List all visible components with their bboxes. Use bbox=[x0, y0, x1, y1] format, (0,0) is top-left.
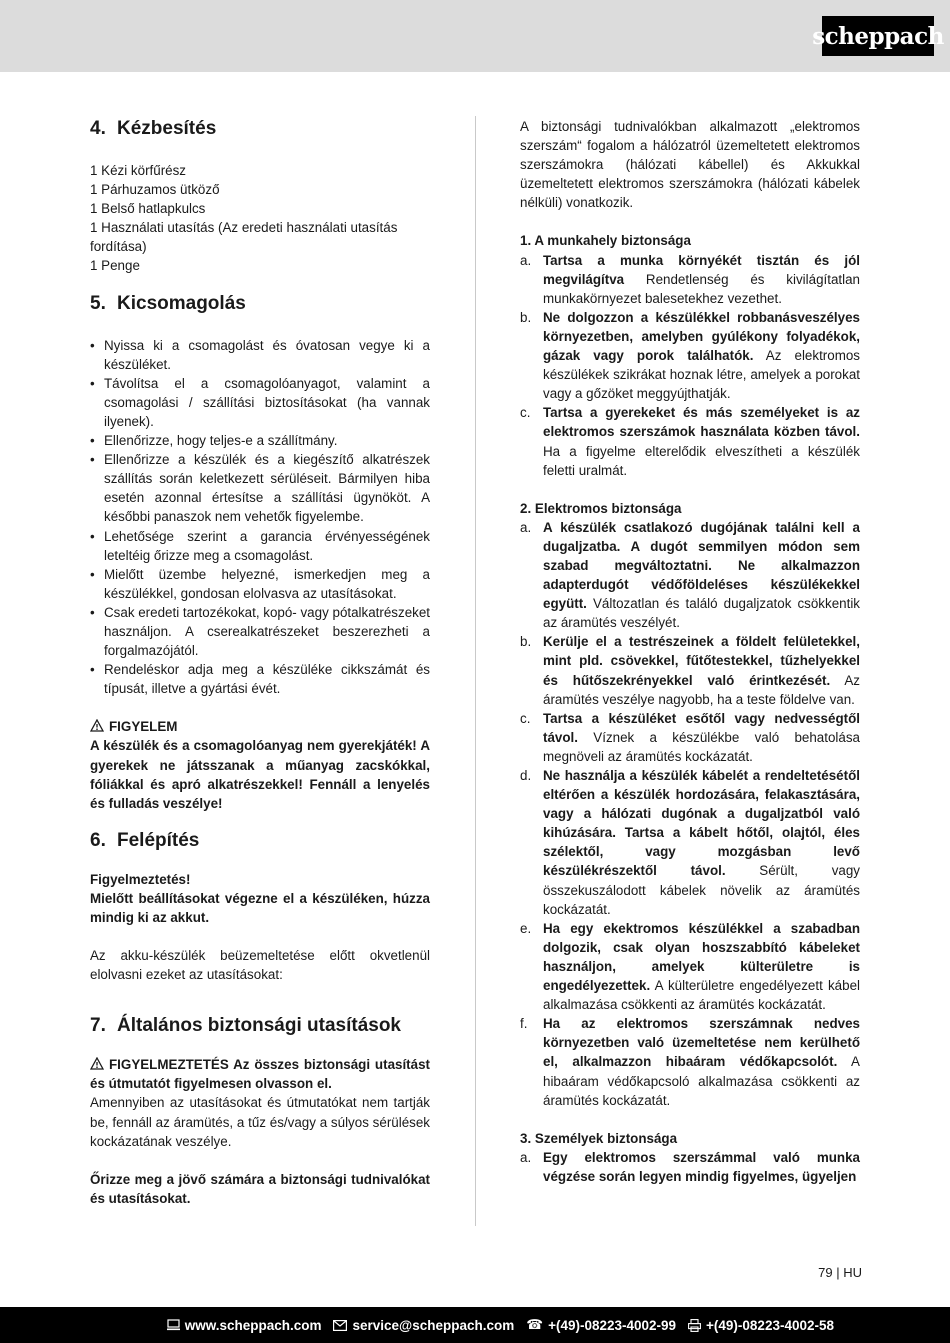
footer-email[interactable]: service@scheppach.com bbox=[333, 1318, 514, 1333]
header-bar bbox=[0, 0, 950, 72]
left-column bbox=[90, 117, 430, 1208]
section-4-heading: 4. Kézbesítés bbox=[90, 118, 217, 139]
list-item: • Mielőtt üzembe helyezné, ismerkedjen meg a készülékkel, gondosan elolvasva az utasításokat. bbox=[90, 566, 430, 601]
note-heading: Figyelmeztetés! bbox=[90, 871, 191, 887]
list-item: • Rendeléskor adja meg a készüléke cikkszámát és típusát, illetve a gyártási évét. bbox=[90, 662, 430, 697]
safety-warning-text: Amennyiben az utasításokat és útmutatókat nem tartják be, fennáll az áramütés, a tűz és/vagy a súlyos sérülések kockázatának veszélye. bbox=[90, 1095, 430, 1149]
delivery-item: 1 Párhuzamos ütköző bbox=[90, 182, 220, 198]
list-item: b. Kerülje el a testrészeinek a földelt felületekkel, mint pld. csövekkel, fűtőtestekkel, tűzhelyekkel és hűtőszekrényekkel való érintkezését. Az áramütés veszélye nagyobb, ha a teste földelve van. bbox=[520, 634, 861, 707]
body-text: Az akku-készülék beüzemeltetése előtt okvetlenül elolvasni ezeket az utasításokat: bbox=[90, 948, 430, 983]
list-item: a. Tartsa a munka környékét tisztán és jól megvilágítva Rendetlenség és kivilágítatlan munkakörnyezet balesetekhez vezethet. bbox=[520, 252, 860, 306]
subsection-2-heading: 2. Elektromos biztonsága bbox=[520, 500, 682, 516]
phone-icon: ☎ bbox=[526, 1317, 544, 1332]
section-5-heading: 5. Kicsomagolás bbox=[90, 292, 246, 314]
mail-icon bbox=[333, 1320, 347, 1331]
warning-heading: FIGYELEM bbox=[90, 717, 430, 736]
delivery-item: 1 Belső hatlapkulcs bbox=[90, 201, 206, 217]
keep-instructions-text: Őrizze meg a jövő számára a biztonsági tudnivalókat és utasításokat. bbox=[90, 1171, 430, 1206]
unpacking-list bbox=[90, 336, 430, 699]
subsection-3-heading: 3. Személyek biztonsága bbox=[520, 1130, 678, 1146]
personal-safety-list bbox=[520, 1148, 860, 1186]
fax-icon bbox=[688, 1319, 701, 1332]
list-item: • Ellenőrizze, hogy teljes-e a szállítmány. bbox=[90, 433, 338, 449]
list-item: • Csak eredeti tartozékokat, kopó- vagy pótalkatrészeket használjon. A cserealkatrészeket beszerezheti a forgalmazójától. bbox=[90, 604, 431, 659]
intro-text: A biztonsági tudnivalókban alkalmazott „elektromos szerszám“ fogalom a hálózatról üzemeltetett elektromos szerszámokra (hálózati kábellel) és Akkukkal üzemeltetett elektromos szerszámokra (hálózati kábelek nélküli) vonatkozik. bbox=[520, 119, 860, 211]
section-7-heading: 7. Általános biztonsági utasítások bbox=[90, 1015, 401, 1037]
delivery-item: 1 Kézi körfűrész bbox=[90, 163, 187, 178]
list-item: • Lehetősége szerint a garancia érvényességének leteltéig őrizze meg a csomagolást. bbox=[90, 528, 430, 563]
subsection-1-heading: 1. A munkahely biztonsága bbox=[520, 233, 691, 249]
note-text: Mielőtt beállításokat végezne el a készüléken, húzza mindig ki az akkut. bbox=[90, 890, 430, 925]
warning-text: A készülék és a csomagolóanyag nem gyerekjáték! A gyerekek ne játsszanak a műanyag zacskókkal, fóliákkal és apró alkatrészekkel! Fennáll a lenyelés és fulladás veszélye! bbox=[90, 738, 430, 811]
footer-fax[interactable]: +(49)-08223-4002-58 bbox=[688, 1318, 834, 1333]
list-item: • Távolítsa el a csomagolóanyagot, valamint a csomagolási / szállítási biztosításokat (ha vannak ilyenek). bbox=[90, 375, 430, 429]
safety-warning-heading: FIGYELMEZTETÉS Az összes biztonsági utasítást és útmutatót figyelmesen olvasson el. bbox=[90, 1057, 430, 1092]
delivery-item: 1 Használati utasítás (Az eredeti használati utasítás fordítása) bbox=[90, 220, 398, 255]
list-item: d. Ne használja a készülék kábelét a rendeltetésétől eltérően a készülék hordozására, felakasztására, vagy a hálózati dugónak a dugaljzatból való kihúzására. Tartsa a kábelt hőtől, olajtól, éles szélektől, vagy mozgásban levő készülékrészektől távol. Sérült, vagy összekuszálodott kábelek növelik az áramütés kockázatát. bbox=[520, 768, 860, 917]
footer-website[interactable]: www.scheppach.com bbox=[167, 1318, 322, 1333]
column-divider bbox=[475, 116, 476, 1226]
list-item: • Ellenőrizze a készülék és a kiegészítő alkatrészek szállítás során keletkezett sérüléseit. Bármilyen hiba esetén azonnal értesítse a szállítási ügynököt. A későbbi panaszok nem vehetők figyelembe. bbox=[90, 452, 430, 525]
list-item: a. Egy elektromos szerszámmal való munka végzése során legyen mindig figyelmes, ügyeljen bbox=[520, 1149, 860, 1184]
page-number: 79 | HU bbox=[818, 1265, 862, 1280]
list-item: • Nyissa ki a csomagolást és óvatosan vegye ki a készüléket. bbox=[90, 337, 430, 372]
list-item: f. Ha az elektromos szerszámnak nedves környezetben való üzemeltetése nem kerülhető el, alkalmazzon hibaáram védőkapcsolót. A hibaáram védőkapcsoló alkalmazása csökkenti az áramütés kockázatát. bbox=[520, 1016, 860, 1108]
footer-phone[interactable]: ☎ +(49)-08223-4002-99 bbox=[526, 1317, 677, 1333]
warning-icon bbox=[90, 1057, 104, 1070]
delivery-item: 1 Penge bbox=[90, 258, 140, 274]
footer-bar bbox=[0, 1307, 950, 1343]
computer-icon bbox=[167, 1319, 180, 1331]
list-item: e. Ha egy ekektromos készülékkel a szabadban dolgozik, csak olyan hoszszabbító kábeleket használjon, amelyek külterületre is engedélyezettek. A külterületre engedélyezett kábel alkalmazása csökkenti az áramütés kockázatát. bbox=[520, 920, 860, 1013]
list-item: c. Tartsa a készüléket esőtől vagy nedvességtől távol. Víznek a készülékbe való behatolása megnöveli az áramütés kockázatát. bbox=[520, 710, 860, 764]
delivery-list bbox=[90, 161, 430, 276]
right-column bbox=[520, 117, 860, 1186]
list-item: c. Tartsa a gyerekeket és más személyeket is az elektromos szerszámok használata közben távol. Ha a figyelme elterelődik elveszítheti a készülék feletti uralmát. bbox=[520, 405, 860, 478]
workplace-safety-list bbox=[520, 251, 860, 480]
section-6-heading: 6. Felépítés bbox=[90, 829, 200, 851]
list-item: a. A készülék csatlakozó dugójának találni kell a dugaljzatba. A dugót semmilyen módon sem szabad megváltoztatni. Ne alkalmazzon adapterdugót védőföldeléses készülékekkel együtt. Változatlan és találó dugaljzatok csökkentik az áramütés veszélyét. bbox=[520, 519, 860, 631]
scheppach-logo: scheppach bbox=[822, 16, 934, 56]
warning-icon bbox=[90, 719, 104, 732]
list-item: b. Ne dolgozzon a készülékkel robbanásveszélyes környezetben, amelyben gyúlékony folyadékok, gázak vagy porok találhatók. Az elektromos készülékek szikrákat hoznak létre, amelyek a porokat vagy a gőzöket meggyújthatják. bbox=[520, 309, 860, 402]
electrical-safety-list bbox=[520, 518, 860, 1110]
